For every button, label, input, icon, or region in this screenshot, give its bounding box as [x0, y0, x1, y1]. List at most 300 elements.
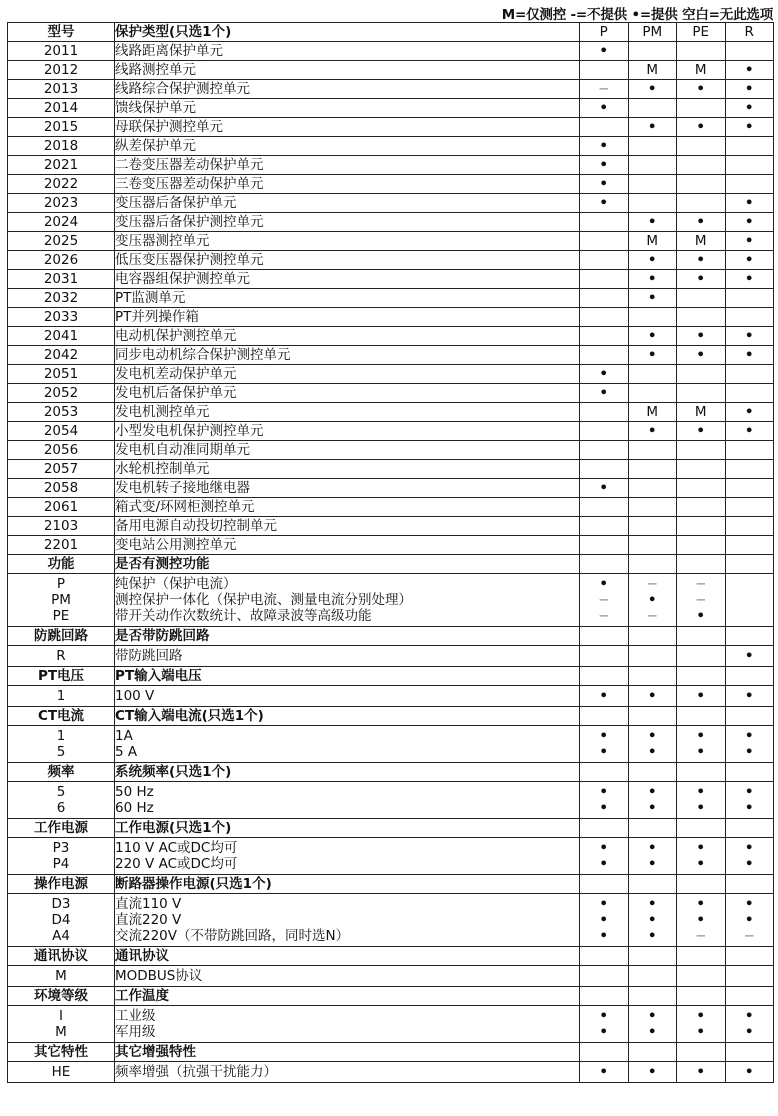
mark-symbol	[677, 157, 725, 173]
model-code: 2013	[8, 80, 115, 99]
model-mark	[677, 175, 726, 194]
group-blank	[725, 627, 774, 646]
mark-symbol: •	[696, 912, 706, 928]
model-desc: 母联保护测控单元	[115, 118, 580, 137]
model-mark	[725, 479, 774, 498]
group-code: 工作电源	[8, 819, 115, 838]
model-mark	[725, 232, 774, 251]
model-row	[8, 118, 774, 137]
option-code: A4	[52, 928, 70, 944]
option-marks	[677, 782, 726, 819]
model-row	[8, 308, 774, 327]
model-mark	[677, 327, 726, 346]
mark-symbol	[629, 499, 677, 515]
model-mark	[725, 61, 774, 80]
option-code: M	[55, 968, 67, 984]
model-mark	[580, 498, 629, 517]
model-row	[8, 270, 774, 289]
model-row	[8, 137, 774, 156]
model-mark	[725, 346, 774, 365]
model-mark	[725, 460, 774, 479]
model-mark	[725, 213, 774, 232]
model-mark	[677, 156, 726, 175]
model-mark	[677, 403, 726, 422]
option-marks	[725, 966, 774, 987]
mark-symbol: •	[599, 157, 609, 173]
group-blank	[580, 1043, 629, 1062]
mark-symbol: •	[599, 576, 609, 592]
model-row	[8, 80, 774, 99]
option-desc: 带开关动作次数统计、故障录波等高级功能	[115, 608, 372, 624]
model-mark	[628, 270, 677, 289]
mark-symbol: •	[599, 176, 609, 192]
model-row	[8, 327, 774, 346]
option-marks	[677, 966, 726, 987]
mark-symbol: •	[696, 800, 706, 816]
model-mark	[628, 251, 677, 270]
mark-symbol: •	[744, 404, 754, 420]
mark-symbol	[677, 176, 725, 192]
mark-symbol: •	[647, 784, 657, 800]
model-code: 2103	[8, 517, 115, 536]
group-blank	[628, 667, 677, 686]
mark-symbol	[580, 252, 628, 268]
group-blank	[580, 987, 629, 1006]
option-code: HE	[51, 1064, 71, 1080]
option-codes	[8, 574, 115, 627]
option-codes	[8, 646, 115, 667]
model-code: 2022	[8, 175, 115, 194]
mark-symbol: •	[696, 856, 706, 872]
mark-symbol: •	[647, 856, 657, 872]
mark-symbol: •	[744, 744, 754, 760]
model-desc: 纵差保护单元	[115, 137, 580, 156]
option-marks	[725, 726, 774, 763]
mark-symbol: •	[696, 214, 706, 230]
option-marks	[677, 574, 726, 627]
model-mark	[725, 517, 774, 536]
option-marks	[725, 1006, 774, 1043]
mark-symbol: M	[694, 62, 707, 78]
mark-symbol: •	[744, 233, 754, 249]
header-code: 型号	[8, 23, 115, 42]
group-desc: PT输入端电压	[115, 667, 580, 686]
group-options-function	[8, 574, 774, 627]
mark-symbol: −	[695, 928, 707, 944]
model-code: 2024	[8, 213, 115, 232]
mark-symbol: •	[599, 928, 609, 944]
option-descs	[115, 894, 580, 947]
model-code: 2052	[8, 384, 115, 403]
mark-symbol: •	[599, 896, 609, 912]
mark-symbol: •	[696, 744, 706, 760]
option-code: P4	[52, 856, 70, 872]
mark-symbol: •	[744, 800, 754, 816]
option-code: P	[56, 576, 66, 592]
model-mark	[580, 536, 629, 555]
mark-symbol	[629, 195, 677, 211]
mark-symbol: •	[696, 896, 706, 912]
model-mark	[580, 213, 629, 232]
group-blank	[580, 627, 629, 646]
option-marks	[677, 686, 726, 707]
option-code: D4	[51, 912, 71, 928]
model-mark	[725, 42, 774, 61]
option-marks	[725, 894, 774, 947]
mark-symbol	[726, 309, 774, 325]
model-mark	[580, 80, 629, 99]
mark-symbol: •	[647, 592, 657, 608]
model-desc: 发电机转子接地继电器	[115, 479, 580, 498]
option-desc: 军用级	[115, 1024, 156, 1040]
mark-symbol	[677, 43, 725, 59]
option-descs	[115, 966, 580, 987]
group-blank	[677, 1043, 726, 1062]
model-row	[8, 194, 774, 213]
group-options-anti-trip	[8, 646, 774, 667]
model-mark	[677, 118, 726, 137]
mark-symbol	[726, 157, 774, 173]
option-marks	[677, 838, 726, 875]
group-blank	[628, 627, 677, 646]
mark-symbol: •	[647, 800, 657, 816]
mark-symbol: •	[647, 271, 657, 287]
model-mark	[628, 460, 677, 479]
model-mark	[628, 327, 677, 346]
mark-symbol	[629, 43, 677, 59]
group-header-operating-power	[8, 875, 774, 894]
group-header-frequency	[8, 763, 774, 782]
mark-symbol: •	[744, 1024, 754, 1040]
model-mark	[725, 441, 774, 460]
model-mark	[677, 460, 726, 479]
mark-symbol: −	[695, 576, 707, 592]
model-mark	[580, 441, 629, 460]
group-desc: 是否有测控功能	[115, 555, 580, 574]
model-mark	[725, 365, 774, 384]
mark-symbol	[629, 480, 677, 496]
model-desc: 三卷变压器差动保护单元	[115, 175, 580, 194]
group-code: 功能	[8, 555, 115, 574]
group-desc: CT输入端电流(只选1个)	[115, 707, 580, 726]
option-marks	[580, 894, 629, 947]
model-mark	[580, 232, 629, 251]
model-mark	[580, 289, 629, 308]
group-blank	[725, 555, 774, 574]
model-mark	[628, 498, 677, 517]
option-marks	[725, 574, 774, 627]
group-desc: 断路器操作电源(只选1个)	[115, 875, 580, 894]
group-options-pt-voltage	[8, 686, 774, 707]
mark-symbol: •	[647, 928, 657, 944]
mark-symbol: •	[599, 138, 609, 154]
mark-symbol: −	[743, 928, 755, 944]
model-desc: 低压变压器保护测控单元	[115, 251, 580, 270]
option-marks	[628, 966, 677, 987]
model-mark	[580, 270, 629, 289]
option-code: 1	[56, 728, 66, 744]
group-blank	[725, 763, 774, 782]
mark-symbol: •	[599, 366, 609, 382]
group-header-anti-trip	[8, 627, 774, 646]
model-mark	[628, 137, 677, 156]
mark-symbol	[629, 385, 677, 401]
mark-symbol: •	[647, 688, 657, 704]
option-desc: 60 Hz	[115, 800, 154, 816]
mark-symbol: •	[647, 81, 657, 97]
option-desc: 直流110 V	[115, 896, 182, 912]
model-mark	[725, 118, 774, 137]
mark-symbol: −	[646, 576, 658, 592]
model-mark	[628, 365, 677, 384]
model-desc: 小型发电机保护测控单元	[115, 422, 580, 441]
model-code: 2026	[8, 251, 115, 270]
model-mark	[580, 251, 629, 270]
option-code: I	[59, 1008, 63, 1024]
mark-symbol: •	[647, 423, 657, 439]
mark-symbol	[580, 404, 628, 420]
group-blank	[628, 1043, 677, 1062]
option-descs	[115, 726, 580, 763]
model-mark	[677, 517, 726, 536]
model-desc: 变电站公用测控单元	[115, 536, 580, 555]
option-codes	[8, 894, 115, 947]
model-mark	[725, 175, 774, 194]
group-blank	[677, 763, 726, 782]
mark-symbol	[580, 461, 628, 477]
mark-symbol: •	[599, 912, 609, 928]
model-mark	[725, 80, 774, 99]
model-desc: 二卷变压器差动保护单元	[115, 156, 580, 175]
model-code: 2012	[8, 61, 115, 80]
group-options-ct-current	[8, 726, 774, 763]
model-row	[8, 422, 774, 441]
group-blank	[677, 627, 726, 646]
group-header-environment	[8, 987, 774, 1006]
mark-symbol: •	[647, 347, 657, 363]
option-descs	[115, 574, 580, 627]
model-mark	[677, 384, 726, 403]
option-code: P3	[52, 840, 70, 856]
model-mark	[677, 422, 726, 441]
mark-symbol: −	[598, 592, 610, 608]
mark-symbol: •	[744, 423, 754, 439]
model-mark	[628, 403, 677, 422]
mark-symbol: •	[696, 1024, 706, 1040]
mark-symbol	[726, 366, 774, 382]
option-marks	[580, 1006, 629, 1043]
model-mark	[725, 327, 774, 346]
option-desc: MODBUS协议	[115, 968, 203, 984]
option-descs	[115, 1062, 580, 1083]
model-code: 2058	[8, 479, 115, 498]
group-code: CT电流	[8, 707, 115, 726]
model-mark	[628, 156, 677, 175]
mark-symbol: •	[744, 688, 754, 704]
mark-symbol	[677, 309, 725, 325]
option-codes	[8, 686, 115, 707]
option-codes	[8, 782, 115, 819]
mark-symbol: •	[696, 271, 706, 287]
option-desc: 工业级	[115, 1008, 156, 1024]
mark-symbol	[726, 385, 774, 401]
group-header-protocol	[8, 947, 774, 966]
model-mark	[628, 422, 677, 441]
model-mark	[628, 441, 677, 460]
mark-symbol	[726, 499, 774, 515]
group-options-work-power	[8, 838, 774, 875]
mark-symbol: •	[744, 648, 754, 664]
group-blank	[580, 667, 629, 686]
model-mark	[580, 61, 629, 80]
group-code: 环境等级	[8, 987, 115, 1006]
model-row	[8, 61, 774, 80]
group-blank	[677, 875, 726, 894]
group-desc: 工作温度	[115, 987, 580, 1006]
mark-symbol: •	[696, 840, 706, 856]
mark-symbol	[726, 592, 774, 608]
group-blank	[677, 667, 726, 686]
mark-symbol	[677, 480, 725, 496]
legend: M=仅测控 -=不提供 •=提供 空白=无此选项	[501, 7, 773, 23]
mark-symbol: •	[647, 912, 657, 928]
option-code: 6	[56, 800, 66, 816]
group-options-operating-power	[8, 894, 774, 947]
mark-symbol	[677, 648, 725, 664]
mark-symbol	[726, 461, 774, 477]
header-option-r: R	[725, 23, 774, 42]
model-row	[8, 536, 774, 555]
mark-symbol: •	[647, 119, 657, 135]
model-mark	[580, 346, 629, 365]
mark-symbol: •	[696, 423, 706, 439]
mark-symbol: •	[744, 1064, 754, 1080]
option-marks	[677, 726, 726, 763]
mark-symbol: •	[696, 608, 706, 624]
mark-symbol: •	[647, 744, 657, 760]
option-marks	[628, 782, 677, 819]
group-blank	[725, 1043, 774, 1062]
option-descs	[115, 782, 580, 819]
mark-symbol: •	[696, 728, 706, 744]
model-mark	[677, 441, 726, 460]
header-option-pm: PM	[628, 23, 677, 42]
model-mark	[677, 232, 726, 251]
mark-symbol: •	[647, 728, 657, 744]
mark-symbol	[629, 442, 677, 458]
mark-symbol: •	[744, 119, 754, 135]
group-blank	[628, 819, 677, 838]
mark-symbol: •	[647, 214, 657, 230]
option-marks	[725, 838, 774, 875]
group-blank	[628, 763, 677, 782]
model-desc: 备用电源自动投切控制单元	[115, 517, 580, 536]
mark-symbol: •	[599, 1064, 609, 1080]
group-code: PT电压	[8, 667, 115, 686]
option-desc: 频率增强（抗强干扰能力）	[115, 1064, 277, 1080]
option-code: 5	[56, 744, 66, 760]
model-code: 2018	[8, 137, 115, 156]
model-mark	[580, 384, 629, 403]
mark-symbol	[677, 195, 725, 211]
mark-symbol: •	[696, 1008, 706, 1024]
option-marks	[725, 646, 774, 667]
model-row	[8, 384, 774, 403]
model-code: 2042	[8, 346, 115, 365]
mark-symbol	[629, 366, 677, 382]
mark-symbol	[726, 518, 774, 534]
mark-symbol: •	[696, 1064, 706, 1080]
mark-symbol: •	[744, 62, 754, 78]
option-marks	[725, 686, 774, 707]
group-blank	[725, 987, 774, 1006]
group-desc: 系统频率(只选1个)	[115, 763, 580, 782]
mark-symbol	[580, 347, 628, 363]
model-mark	[725, 137, 774, 156]
mark-symbol: •	[599, 728, 609, 744]
header-row	[8, 23, 774, 42]
model-mark	[725, 251, 774, 270]
model-mark	[677, 536, 726, 555]
option-marks	[677, 646, 726, 667]
option-marks	[580, 726, 629, 763]
model-mark	[725, 384, 774, 403]
group-blank	[725, 947, 774, 966]
model-desc: 线路综合保护测控单元	[115, 80, 580, 99]
option-marks	[628, 574, 677, 627]
option-code: PM	[51, 592, 71, 608]
model-mark	[628, 80, 677, 99]
model-code: 2053	[8, 403, 115, 422]
group-blank	[580, 707, 629, 726]
model-mark	[725, 99, 774, 118]
option-descs	[115, 686, 580, 707]
option-desc: 带防跳回路	[115, 648, 183, 664]
option-marks	[580, 1062, 629, 1083]
group-blank	[725, 819, 774, 838]
model-code: 2031	[8, 270, 115, 289]
group-desc: 通讯协议	[115, 947, 580, 966]
mark-symbol	[726, 480, 774, 496]
model-desc: 变压器后备保护单元	[115, 194, 580, 213]
mark-symbol: •	[744, 271, 754, 287]
model-code: 2011	[8, 42, 115, 61]
mark-symbol	[677, 968, 725, 984]
mark-symbol	[580, 518, 628, 534]
table-body	[8, 23, 774, 1083]
model-desc: 箱式变/环网柜测控单元	[115, 498, 580, 517]
option-desc: 1A	[115, 728, 133, 744]
model-mark	[628, 42, 677, 61]
option-codes	[8, 1062, 115, 1083]
mark-symbol	[580, 648, 628, 664]
mark-symbol	[580, 423, 628, 439]
model-desc: 变压器测控单元	[115, 232, 580, 251]
model-desc: 线路距离保护单元	[115, 42, 580, 61]
mark-symbol	[580, 328, 628, 344]
model-mark	[628, 308, 677, 327]
option-marks	[677, 894, 726, 947]
model-mark	[628, 384, 677, 403]
model-mark	[677, 289, 726, 308]
model-row	[8, 213, 774, 232]
mark-symbol: •	[744, 328, 754, 344]
model-mark	[677, 251, 726, 270]
mark-symbol	[726, 138, 774, 154]
group-blank	[677, 707, 726, 726]
mark-symbol	[629, 157, 677, 173]
group-desc: 工作电源(只选1个)	[115, 819, 580, 838]
